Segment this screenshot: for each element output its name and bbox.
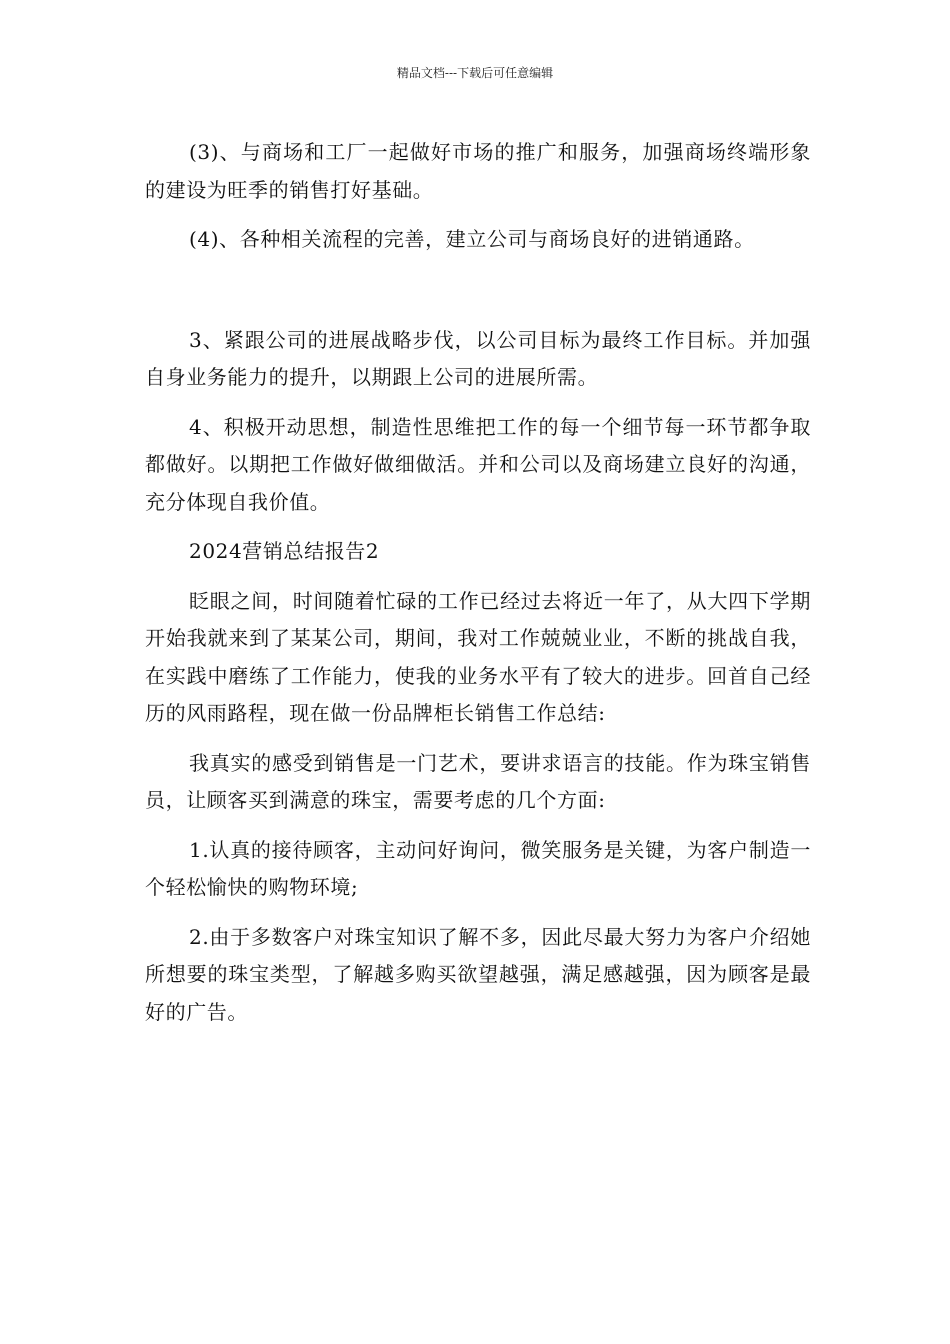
paragraph-list-1: 1.认真的接待顾客，主动问好询问，微笑服务是关键，为客户制造一个轻松愉快的购物环境; [145, 837, 811, 899]
paragraph-list-2: 2.由于多数客户对珠宝知识了解不多，因此尽最大努力为客户介绍她所想要的珠宝类型，了解越多购买欲望越强，满足感越强，因为顾客是最好的广告。 [145, 924, 811, 1024]
paragraph-point-4: 4、积极开动思想，制造性思维把工作的每一个细节每一环节都争取都做好。以期把工作做好做细做活。并和公司以及商场建立良好的沟通，充分体现自我价值。 [145, 414, 811, 514]
page-header: 精品文档---下载后可任意编辑 [396, 66, 554, 80]
paragraph-item-3: (3)、与商场和工厂一起做好市场的推广和服务，加强商场终端形象的建设为旺季的销售打好基础。 [145, 140, 811, 202]
document-body [145, 134, 811, 1031]
paragraph-point-3: 3、紧跟公司的进展战略步伐，以公司目标为最终工作目标。并加强自身业务能力的提升，以期跟上公司的进展所需。 [145, 327, 811, 389]
section-title: 2024营销总结报告2 [189, 539, 380, 563]
paragraph-feelings: 我真实的感受到销售是一门艺术，要讲求语言的技能。作为珠宝销售员，让顾客买到满意的珠宝，需要考虑的几个方面: [145, 750, 811, 812]
paragraph-item-4: (4)、各种相关流程的完善，建立公司与商场良好的进销通路。 [189, 227, 755, 251]
paragraph-intro: 眨眼之间，时间随着忙碌的工作已经过去将近一年了，从大四下学期开始我就来到了某某公司，期间，我对工作兢兢业业，不断的挑战自我，在实践中磨练了工作能力，使我的业务水平有了较大的进步。回首自己经历的风雨路程，现在做一份品牌柜长销售工作总结: [145, 588, 811, 725]
paragraph-gap [145, 259, 811, 322]
